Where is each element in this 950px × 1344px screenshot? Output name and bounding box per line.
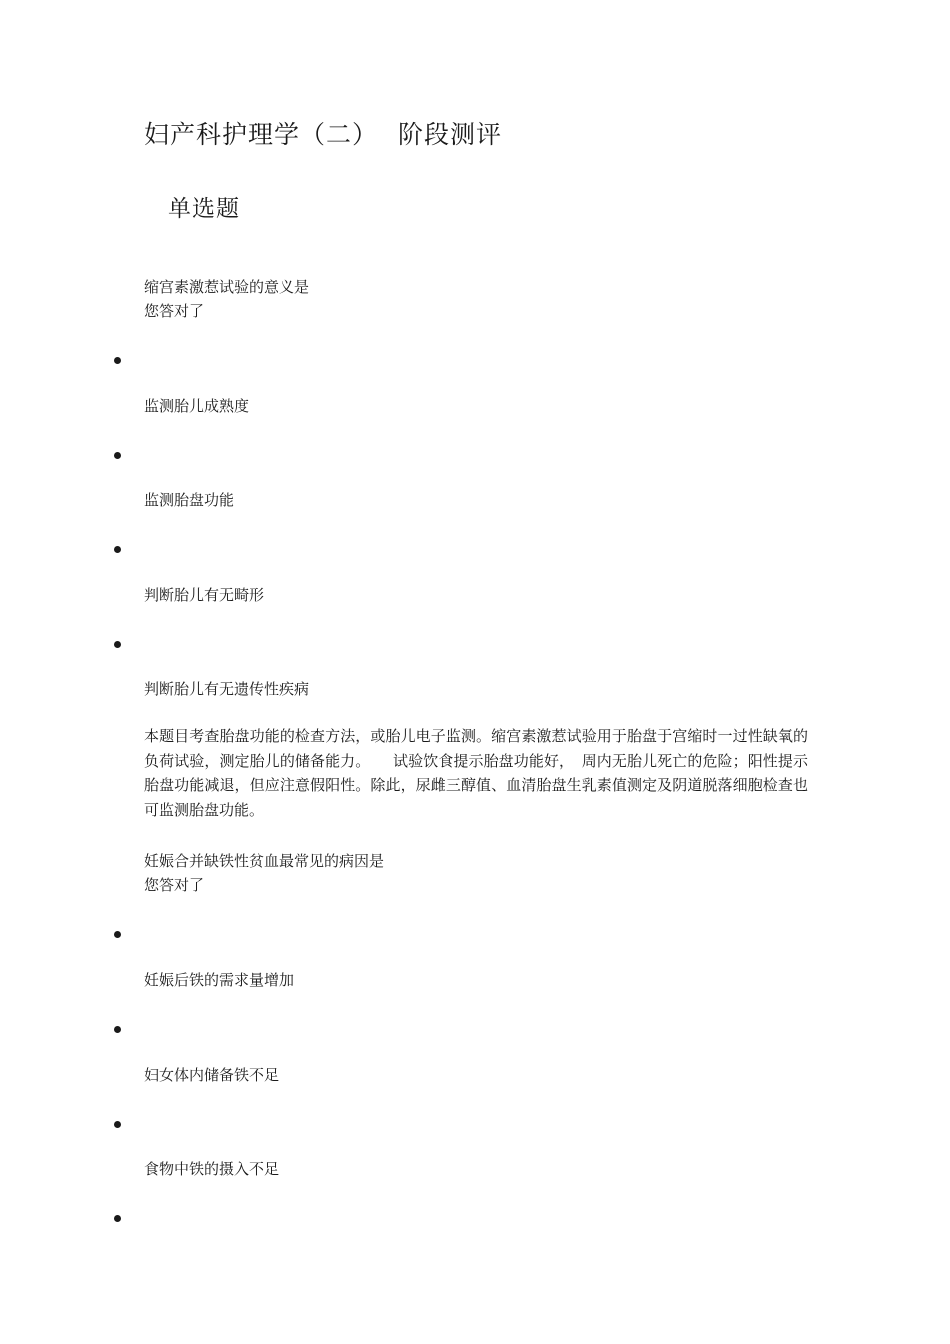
option-bullet[interactable]: [114, 1215, 121, 1222]
option-bullet[interactable]: [114, 931, 121, 938]
question-1-option-4[interactable]: 判断胎儿有无遗传性疾病: [144, 680, 310, 698]
page-title-sub: 阶段测评: [398, 120, 503, 149]
question-1-option-3[interactable]: 判断胎儿有无畸形: [144, 586, 265, 604]
page-title: [144, 115, 502, 151]
question-2-text: 妊娠合并缺铁性贫血最常见的病因是: [144, 852, 385, 870]
option-bullet[interactable]: [114, 357, 121, 364]
question-1-option-2[interactable]: 监测胎盘功能: [144, 491, 235, 509]
question-1-explanation: 本题目考查胎盘功能的检查方法，或胎儿电子监测。缩宫素激惹试验用于胎盘于宫缩时一过性缺氧的负荷试验，测定胎儿的储备能力。 试验饮食提示胎盘功能好， 周内无胎儿死亡的危险；阳性提示胎盘功能减退，但应注意假阳性。除此，尿雌三醇值、血清胎盘生乳素值测定及阴道脱落细胞检查也可监测胎盘功能。: [144, 727, 808, 819]
question-1-text: 缩宫素激惹试验的意义是: [144, 278, 310, 296]
option-bullet[interactable]: [114, 641, 121, 648]
question-2-option-2[interactable]: 妇女体内储备铁不足: [144, 1066, 280, 1084]
question-2-status: 您答对了: [144, 876, 205, 894]
question-2-option-1[interactable]: 妊娠后铁的需求量增加: [144, 971, 295, 989]
question-2-option-3[interactable]: 食物中铁的摄入不足: [144, 1160, 280, 1178]
option-bullet[interactable]: [114, 1026, 121, 1033]
question-1-status: 您答对了: [144, 302, 205, 320]
page-title-main: 妇产科护理学（二）: [144, 120, 379, 149]
section-heading: 单选题: [168, 196, 240, 222]
question-1-option-1[interactable]: 监测胎儿成熟度: [144, 397, 250, 415]
option-bullet[interactable]: [114, 546, 121, 553]
option-bullet[interactable]: [114, 452, 121, 459]
option-bullet[interactable]: [114, 1121, 121, 1128]
